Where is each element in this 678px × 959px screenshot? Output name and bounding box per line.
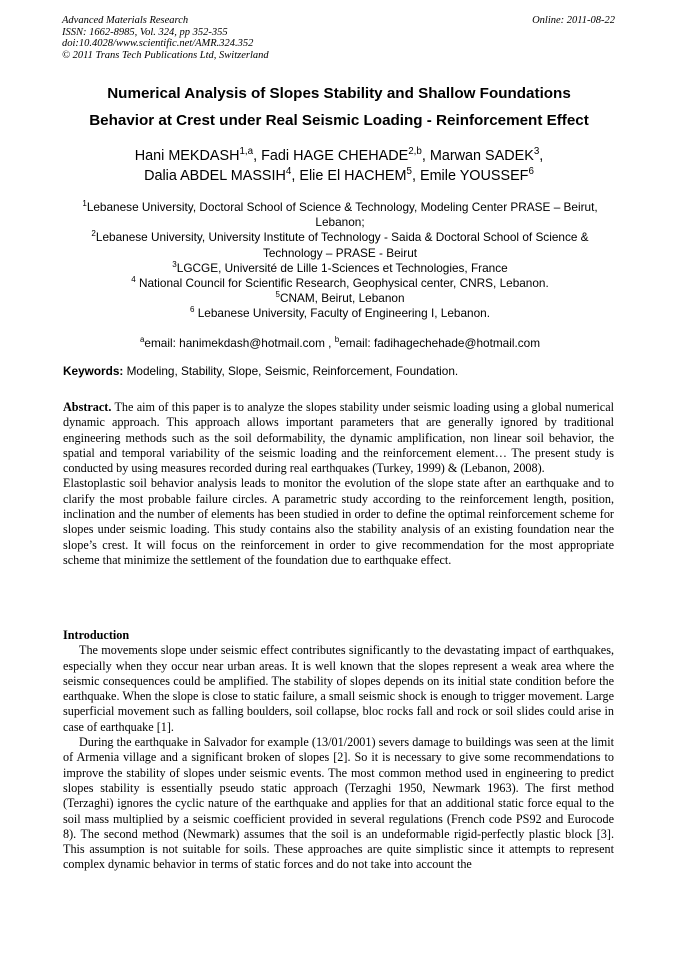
author-name: Hani MEKDASH — [134, 148, 240, 164]
affiliation-text: National Council for Scientific Research, Geophysical center, CNRS, Lebanon. — [135, 276, 549, 291]
affiliation-list — [62, 200, 618, 322]
author-name: Dalia ABDEL MASSIH — [144, 168, 286, 184]
affiliation — [62, 276, 618, 291]
author-sup: 1,a — [239, 146, 254, 158]
author-name: Fadi HAGE CHEHADE — [261, 148, 409, 164]
author — [430, 148, 543, 164]
affiliation-sup: 2 — [91, 229, 96, 239]
affiliation-text: LGCGE, Université de Lille 1-Sciences et Technologies, France — [176, 260, 508, 275]
affiliation — [62, 291, 618, 306]
author-sup: 2,b — [408, 146, 422, 158]
author-name: Elie El HACHEM — [299, 168, 407, 184]
abstract-paragraph-2: Elastoplastic soil behavior analysis leads to monitor the evolution of the slope state after an earthquake and to clarify the most probable failure circles. A parametric study according to the reinforcement length, position, inclination and the number of elements has been studied in order to define the optimal reinforcement scheme for slopes under seismic loading. This study contains also the stability analysis of an existing foundation near the slope’s crest. It will focus on the reinforcement in order to give recommendation for the most appropriate scheme that minimize the settlement of the foundation due to earthquake effect. — [63, 476, 614, 567]
affiliation-sup: 5 — [275, 290, 280, 300]
affiliation-sup: 1 — [82, 199, 87, 209]
abstract-label: Abstract. — [63, 400, 112, 414]
keywords-label: Keywords: — [63, 364, 124, 378]
introduction-paragraph-2: During the earthquake in Salvador for example (13/01/2001) severs damage to buildings was seen at the limit of Armenia village and a significant broken of slopes [2]. So it is necessary to give some recommendations to improve the stability of slopes under seismic events. The most common method used in engineering to predict slopes stability is essentially pseudo static approach (Terzaghi 1950, Newmark 1963). The first method (Terzaghi) ignores the cyclic nature of the earthquake and applies for that an additional static force equal to the soil mass multiplied by a seismic coefficient provided in several regulations (French code PS92 and Eurocode 8). The second method (Newmark) assumes that the soil is an undeformable rigid-perfectly plastic block [3]. This assumption is not suitable for soils. These approaches are quite simplistic since it attempts to represent complex dynamic behavior in terms of static forces and do not take into account the — [63, 735, 614, 872]
author-sep: , — [539, 148, 544, 164]
abstract-section — [63, 400, 614, 568]
author-name: Emile YOUSSEF — [419, 168, 529, 184]
author-sup: 5 — [406, 166, 412, 178]
title-line-2: Behavior at Crest under Real Seismic Loading - Reinforcement Effect — [89, 112, 589, 129]
keywords-text: Modeling, Stability, Slope, Seismic, Reinforcement, Foundation. — [123, 364, 459, 378]
author — [135, 148, 261, 164]
author-sep: , — [253, 148, 262, 164]
introduction-paragraph-1: The movements slope under seismic effect contributes significantly to the devastating impact of earthquakes, especially when they occur near urban areas. It is well known that the slopes represent a weak area where the seismic consequences could be amplified. The stability of slopes depends on its initial state condition before the earthquake. When the slope is close to static failure, a small seismic shock is enough to trigger movement. Large superficial movement such as falling boulders, soil collapse, bloc rocks fall and rock or soil slides could arise in case of earthquake [1]. — [63, 643, 614, 734]
author-list — [60, 146, 618, 186]
introduction-section — [63, 628, 614, 873]
email-a-sup: a — [139, 335, 145, 345]
affiliation — [62, 200, 618, 230]
author-sup: 3 — [533, 146, 540, 158]
author — [420, 168, 534, 184]
introduction-heading: Introduction — [63, 628, 130, 642]
affiliation — [62, 230, 618, 260]
paper-title — [50, 80, 628, 134]
email-b-sup: b — [334, 335, 340, 345]
email-line — [62, 336, 618, 351]
copyright-line: © 2011 Trans Tech Publications Ltd, Switzerland — [62, 49, 269, 61]
journal-header — [62, 15, 615, 61]
email-b[interactable]: email: fadihagechehade@hotmail.com — [339, 336, 541, 350]
author-sep: , — [421, 148, 430, 164]
keywords — [63, 364, 617, 379]
author-sep: , — [291, 168, 300, 184]
affiliation — [62, 306, 618, 321]
abstract-text-1: The aim of this paper is to analyze the slopes stability under seismic loading using a global numerical dynamic approach. This approach allows important parameters that are generally ignored by traditional engineering methods such as the soil deformability, the dynamic amplification, non linear soil behavior, the spatial and temporal variability of the seismic loading and the reinforcement element… The present study is conducted by using measures recorded during real earthquakes (Turkey, 1999) & (Lebanon, 2008). — [63, 400, 614, 476]
title-line-1: Numerical Analysis of Slopes Stability and Shallow Foundations — [107, 85, 571, 102]
email-a[interactable]: email: hanimekdash@hotmail.com — [144, 336, 325, 350]
affiliation-sup: 4 — [131, 275, 136, 285]
doi-line: doi:10.4028/www.scientific.net/AMR.324.352 — [62, 38, 254, 50]
author — [144, 168, 299, 184]
abstract-paragraph-1 — [63, 400, 614, 476]
author-sup: 4 — [285, 166, 292, 178]
affiliation — [62, 261, 618, 276]
journal-name: Advanced Materials Research — [62, 15, 189, 26]
author-sep: , — [411, 168, 420, 184]
online-date: Online: 2011-08-22 — [532, 15, 615, 26]
issn-line: ISSN: 1662-8985, Vol. 324, pp 352-355 — [62, 26, 228, 38]
author-name: Marwan SADEK — [429, 148, 534, 164]
author — [299, 168, 420, 184]
author — [261, 148, 430, 164]
affiliation-text: Lebanese University, University Institute of Technology - Saida & Doctoral School of Science & Technology – PRASE - Beirut — [95, 230, 589, 260]
affiliation-text: Lebanese University, Faculty of Engineering I, Lebanon. — [194, 306, 490, 321]
author-sup: 6 — [528, 166, 534, 178]
affiliation-sup: 6 — [189, 305, 195, 315]
affiliation-text: Lebanese University, Doctoral School of Science & Technology, Modeling Center PRASE – Beirut, Lebanon; — [86, 200, 598, 230]
affiliation-sup: 3 — [172, 259, 177, 269]
email-sep: , — [324, 336, 335, 350]
affiliation-text: CNAM, Beirut, Lebanon — [279, 291, 405, 306]
